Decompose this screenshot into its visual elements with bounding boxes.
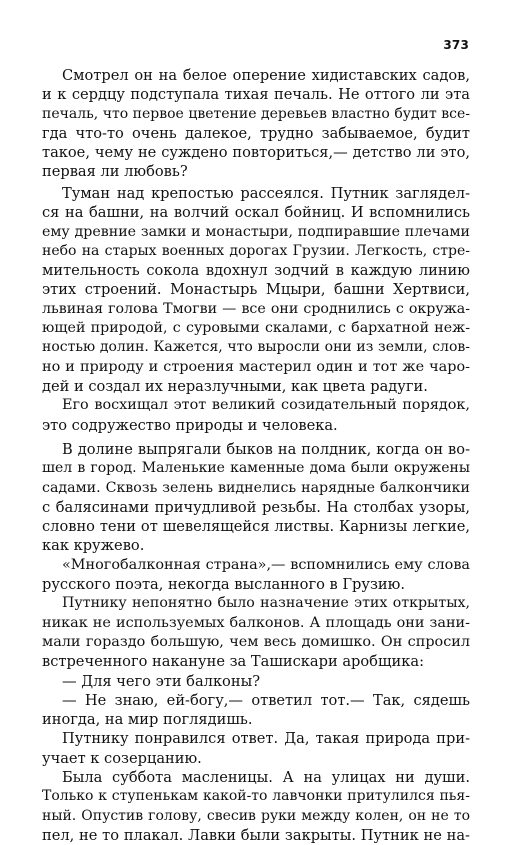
- text-line: небо на старых военных дорогах Грузии. Легкость, стре-: [42, 242, 470, 259]
- page-number: 373: [443, 38, 469, 52]
- text-line: — Для чего эти балконы?: [62, 672, 261, 690]
- text-line: ющей природой, с суровыми скалами, с бархатной неж-: [42, 320, 470, 337]
- text-line: русского поэта, некогда высланного в Грузию.: [42, 576, 405, 594]
- paragraph-section-3: [42, 440, 470, 845]
- text-line: но и природу и строения мастерил один и тот же чаро-: [42, 358, 470, 375]
- text-line: Туман над крепостью рассеялся. Путник заглядел-: [62, 185, 470, 202]
- text-line: ся на башни, на волчий оскал бойниц. И вспомнились: [42, 204, 470, 222]
- text-line: это содружество природы и человека.: [42, 416, 338, 434]
- text-line: гда что-то очень далекое, трудно забываемое, будит: [42, 124, 470, 142]
- text-line: такое, чему не суждено повториться,— детство ли это,: [42, 144, 470, 162]
- text-line: «Многобалконная страна»,— вспомнились ему слова: [62, 556, 470, 573]
- text-line: и к сердцу подступала тихая печаль. Не оттого ли эта: [42, 86, 470, 104]
- text-line: иногда, на мир поглядишь.: [42, 711, 253, 729]
- text-line: Путнику непонятно было назначение этих открытых,: [62, 595, 470, 612]
- text-line: шел в город. Маленькие каменные дома были окружены: [42, 460, 470, 477]
- text-line: дей и создал их неразлучными, как цвета радуги.: [42, 377, 428, 395]
- paragraph-section-1: [42, 66, 470, 182]
- text-line: этих строений. Монастырь Мцыри, башни Хертвиси,: [42, 281, 470, 299]
- text-line: ему древние замки и монастыри, подпиравшие плечами: [42, 223, 470, 240]
- text-line: с балясинами причудливой резьбы. На столбах узоры,: [42, 498, 470, 516]
- text-line: — Не знаю, ей-богу,— ответил тот.— Так, сядешь: [62, 691, 470, 709]
- text-line: Его восхищал этот великий созидательный порядок,: [62, 397, 470, 414]
- text-line: ностью долин. Кажется, что выросли они из земли, слов-: [42, 339, 470, 356]
- text-line: печаль, что первое цветение деревьев властно будит все-: [42, 105, 470, 122]
- text-line: В долине выпрягали быков на полдник, когда он во-: [62, 441, 470, 458]
- text-line: никак не используемых балконов. А площадь они зани-: [42, 614, 470, 631]
- text-line: мительность сокола вдохнул зодчий в каждую линию: [42, 262, 470, 280]
- text-line: львиная голова Тмогви — все они сроднились с окружа-: [42, 300, 470, 317]
- text-line: Смотрел он на белое оперение хидиставских садов,: [62, 67, 470, 84]
- text-line: садами. Сквозь зелень виднелись нарядные балкончики: [42, 479, 470, 496]
- paragraph-section-2: [42, 184, 470, 435]
- text-line: мали гораздо большую, чем весь домишко. Он спросил: [42, 633, 470, 650]
- text-line: встреченного накануне за Ташискари аробщика:: [42, 653, 424, 671]
- text-line: первая ли любовь?: [42, 163, 188, 181]
- text-line: ный. Опустив голову, свесив руки между колен, он не то: [42, 807, 470, 824]
- text-line: словно тени от шевелящейся листвы. Карнизы легкие,: [42, 518, 470, 536]
- text-line: Была суббота масленицы. А на улицах ни души.: [62, 769, 470, 787]
- text-line: пел, не то плакал. Лавки были закрыты. Путник не на-: [42, 826, 470, 844]
- text-line: учает к созерцанию.: [42, 749, 202, 767]
- text-line: Только к ступенькам какой-то лавчонки притулился пья-: [42, 788, 470, 805]
- text-line: как кружево.: [42, 537, 145, 555]
- text-line: Путнику понравился ответ. Да, такая природа при-: [62, 730, 470, 748]
